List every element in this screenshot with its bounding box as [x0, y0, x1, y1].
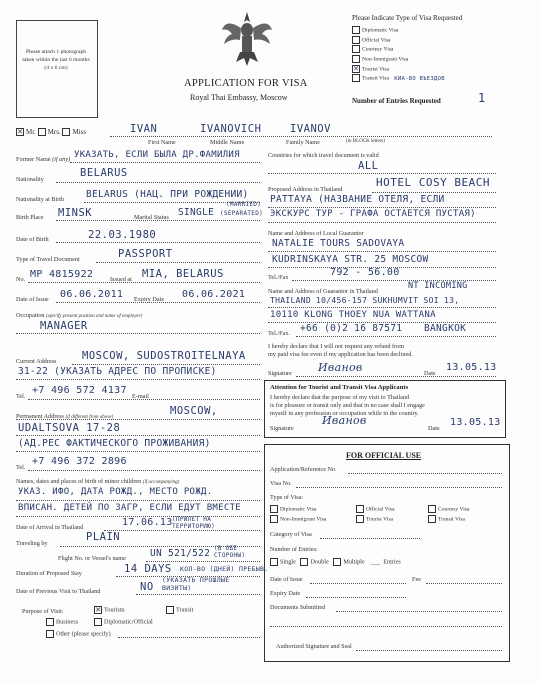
occupation-value[interactable]: MANAGER: [40, 320, 88, 332]
official-entries-label: Number of Entries:: [270, 546, 318, 553]
guarantor-th-label: Name and Address of Guarantor in Thailand: [268, 288, 378, 295]
date-issue-value[interactable]: 06.06.2011: [60, 289, 124, 300]
official-type-non-immigrant[interactable]: [270, 515, 326, 523]
checkbox[interactable]: [352, 74, 360, 82]
diplomatic-checkbox[interactable]: [94, 618, 102, 626]
tel1-value[interactable]: +7 496 572 4137: [32, 385, 127, 396]
purpose-label: Purpose of Visit:: [22, 608, 64, 615]
visa-type-courtesy[interactable]: [352, 45, 445, 55]
nationality-birth-label: Nationality at Birth: [16, 196, 65, 203]
transit-checkbox[interactable]: [166, 606, 174, 614]
permanent-address-line2[interactable]: UDALTSOVA 17-28: [18, 422, 121, 434]
official-type-transit[interactable]: [428, 515, 465, 523]
arrival-note: (ПРИЛЕТ НА ТЕРРИТОРИЮ): [172, 516, 216, 530]
multiple-label: Multiple: [343, 558, 365, 566]
official-use-title: FOR OFFICIAL USE: [346, 451, 422, 460]
official-visa-no-label: Visa No.: [270, 480, 292, 487]
date-issue-label: Date of Issue: [16, 296, 49, 303]
purpose-transit[interactable]: [166, 606, 193, 614]
official-ref-label: Application/Reference No.: [270, 466, 337, 473]
flight-label: Flight No. or Vessel's name: [58, 555, 126, 562]
marital-note-separated: (SEPARATED): [220, 210, 264, 217]
permanent-address-label: Permanent Address (if different from above): [16, 413, 114, 420]
attention-date-label: Date: [428, 425, 440, 432]
marital-status-label: Marital Status: [134, 214, 169, 221]
dob-value[interactable]: 22.03.1980: [88, 229, 157, 241]
guarantor-th-city[interactable]: BANGKOK: [424, 323, 467, 334]
current-address-line2[interactable]: 31-22 (УКАЗАТЬ АДРЕС ПО ПРОПИСКЕ): [18, 366, 217, 377]
photo-instructions: Please attach 1 photograph taken within the last 6 months (4 x 6 cm): [22, 49, 90, 71]
children-line2[interactable]: ВПИСАН. ДЕТЕЙ ПО ЗАГР, ЕСЛИ ЕДУТ ВМЕСТЕ: [18, 503, 242, 513]
occupation-label: Occupation (specify present position and name of employer): [16, 312, 143, 319]
official-fee-label: Fee: [412, 576, 421, 583]
address-thailand-line3[interactable]: ЭКСКУРС ТУР - ГРАФА ОСТАЕТСЯ ПУСТАЯ): [270, 209, 476, 219]
checkbox[interactable]: [352, 45, 360, 53]
type-label: Official Visa: [366, 506, 395, 513]
checkbox[interactable]: [352, 55, 360, 63]
current-address-label: Current Address: [16, 358, 57, 365]
tourism-label: Tourism: [104, 606, 125, 614]
children-label: Names, dates and places of birth of minor children (if accompanying): [16, 478, 180, 485]
duration-note: КОЛ-ВО (ДНЕЙ) ПРЕБЫВ.: [180, 565, 269, 573]
declaration1-text2: my paid visa fee even if my application has been declined.: [268, 351, 413, 358]
declaration1-signature[interactable]: Иванов: [318, 361, 363, 374]
form-title: APPLICATION FOR VISA: [184, 78, 308, 89]
nationality-label: Nationality: [16, 176, 44, 183]
official-auth-label: Authorized Signature and Seal: [276, 643, 352, 650]
entries-value[interactable]: 1: [478, 91, 486, 105]
official-issue-label: Date of Issue: [270, 576, 303, 583]
visa-type-non-immigrant[interactable]: [352, 55, 445, 65]
first-name-value[interactable]: IVAN: [130, 123, 158, 135]
address-thailand-line1[interactable]: HOTEL COSY BEACH: [376, 176, 490, 189]
checkbox[interactable]: [270, 515, 278, 523]
address-thailand-line2[interactable]: PATTAYA (НАЗВАНИЕ ОТЕЛЯ, ЕСЛИ: [270, 194, 445, 205]
issued-at-label: Issued at: [110, 276, 132, 283]
official-use-box: [264, 444, 510, 662]
official-entries-options: Single Double Multiple ___ Entries: [270, 558, 401, 566]
single-checkbox[interactable]: [270, 558, 278, 566]
family-name-value[interactable]: IVANOV: [290, 123, 331, 135]
official-category-label: Category of Visa: [270, 531, 312, 538]
flight-note: (В ОБЕ СТОРОНЫ): [214, 545, 246, 559]
purpose-business[interactable]: [46, 618, 78, 626]
purpose-tourism[interactable]: [94, 606, 125, 614]
checkbox-checked[interactable]: ✕: [353, 64, 359, 73]
official-expiry-label: Expiry Date: [270, 590, 301, 597]
miss-checkbox[interactable]: [62, 128, 70, 136]
business-checkbox[interactable]: [46, 618, 54, 626]
checkbox[interactable]: [270, 505, 278, 513]
official-type-tourist[interactable]: [356, 515, 393, 523]
type-label: Diplomatic Visa: [280, 506, 317, 513]
official-type-label: Type of Visa:: [270, 494, 304, 501]
guarantor-tel-value[interactable]: 792 - 56.00: [330, 267, 400, 278]
guarantor-th-tel-label: Tel./Fax.: [268, 330, 290, 337]
tel2-value[interactable]: +7 496 372 2896: [32, 456, 127, 467]
first-name-label: First Name: [148, 139, 176, 146]
entries-label: Number of Entries Requested: [352, 97, 441, 105]
permanent-address-line1[interactable]: MOSCOW,: [170, 405, 218, 417]
tel1-label: Tel.: [16, 393, 26, 400]
visa-type-transit[interactable]: [352, 74, 445, 84]
marital-note-married: (MARRIED): [226, 201, 262, 208]
business-label: Business: [56, 618, 79, 626]
children-line1[interactable]: УКАЗ. ИФО, ДАТА РОЖД., МЕСТО РОЖД.: [18, 487, 213, 497]
guarantor-th-tel-value[interactable]: +66 (0)2 16 87571: [300, 323, 403, 334]
official-type-courtesy[interactable]: [428, 505, 469, 513]
checkbox[interactable]: [356, 505, 364, 513]
mr-label: Mr.: [26, 128, 36, 136]
tel2-label: Tel.: [16, 464, 26, 471]
transit-label: Transit: [176, 606, 194, 614]
travel-doc-value[interactable]: PASSPORT: [118, 248, 173, 260]
attention-heading: Attention for Tourist and Transit Visa Applicants: [270, 384, 409, 391]
guarantor-th-line1[interactable]: THAILAND 10/456-157 SUKHUMVIT SOI 13,: [270, 296, 460, 305]
email-label: E-mail: [132, 393, 149, 400]
arrival-label: Date of Arrival in Thailand: [16, 524, 84, 531]
official-docs-label: Documents Submitted: [270, 604, 326, 611]
attention-text3: myself in any profession or occupation while in the country.: [270, 410, 419, 417]
double-checkbox[interactable]: [300, 558, 308, 566]
previous-visit-note: (УКАЗАТЬ ПРОШЛЫЕ ВИЗИТЫ): [162, 576, 230, 592]
official-type-diplomatic[interactable]: [270, 505, 316, 513]
duration-label: Duration of Proposed Stay: [16, 570, 82, 577]
official-type-official[interactable]: [356, 505, 395, 513]
guarantor-line2[interactable]: KUDRINSKAYA STR. 25 MOSCOW: [272, 254, 429, 265]
declaration1-sig-label: Signature: [268, 370, 292, 377]
transit-note: КИА-ВО ВЪЕЗДОВ: [394, 75, 445, 82]
countries-valid-label: Countries for which travel document is valid: [268, 152, 379, 159]
entries-label: Entries: [383, 558, 401, 566]
visa-type-list: [352, 26, 445, 84]
family-name-label: Family Name: [286, 139, 320, 146]
nationality-birth-value[interactable]: BELARUS (НАЦ. ПРИ РОЖДЕНИИ): [86, 189, 249, 200]
checkbox[interactable]: [428, 515, 436, 523]
doc-no-label: No.: [16, 276, 26, 283]
attention-date[interactable]: 13.05.13: [450, 417, 501, 428]
expiry-date-value[interactable]: 06.06.2021: [182, 289, 246, 300]
declaration1-date[interactable]: 13.05.13: [446, 362, 497, 373]
arrival-value[interactable]: 17.06.13: [122, 517, 173, 528]
guarantor-th-line2[interactable]: 10110 KLONG THOEY NUA WATTANA: [270, 310, 436, 320]
doc-no-value[interactable]: MP 4815922: [30, 269, 94, 280]
expiry-date-label: Expiry Date: [134, 296, 165, 303]
purpose-other[interactable]: [46, 630, 111, 638]
travel-doc-label: Type of Travel Document: [16, 256, 80, 263]
guarantor-th-prefix[interactable]: NT INCOMING: [408, 281, 468, 291]
middle-name-value[interactable]: IVANOVICH: [200, 123, 262, 135]
purpose-diplomatic[interactable]: [94, 618, 153, 626]
declaration1-date-label: Date: [424, 370, 436, 377]
miss-label: Miss: [72, 128, 87, 136]
attention-text2: is for pleasure or transit only and that in no case shall I engage: [270, 402, 425, 409]
double-label: Double: [310, 558, 329, 566]
visa-type-label: Diplomatic Visa: [362, 27, 399, 34]
checkbox[interactable]: [352, 36, 360, 44]
visa-type-official[interactable]: [352, 36, 445, 46]
guarantor-tel-label: Tel./Fax: [268, 274, 289, 281]
checkbox[interactable]: [428, 505, 436, 513]
visa-type-label: Non-Immigrant Visa: [362, 56, 409, 63]
tourism-checkbox-checked[interactable]: ✕: [95, 606, 101, 614]
single-label: Single: [280, 558, 296, 566]
duration-value[interactable]: 14 DAYS: [124, 563, 172, 575]
former-name-value[interactable]: УКАЗАТЬ, ЕСЛИ БЫЛА ДР.ФАМИЛИЯ: [74, 150, 240, 160]
visa-type-heading: Please Indicate Type of Visa Requested: [352, 14, 463, 22]
other-checkbox[interactable]: [46, 630, 54, 638]
mr-checkbox-checked[interactable]: ✕: [17, 128, 23, 137]
previous-visit-value[interactable]: NO: [140, 581, 154, 593]
visa-type-label: Tourist Visa: [362, 66, 389, 73]
guarantor-label: Name and Address of Local Guarantor: [268, 230, 364, 237]
declaration1-text1: I hereby declare that I will not request any refund from: [268, 343, 405, 350]
visa-type-label: Official Visa: [362, 36, 391, 43]
type-label: Tourist Visa: [366, 516, 393, 523]
guarantor-line1[interactable]: NATALIE TOURS SADOVAYA: [272, 238, 405, 249]
travelling-label: Traveling by: [16, 540, 48, 547]
other-label: Other (please specify): [56, 630, 111, 638]
attention-signature[interactable]: Иванов: [322, 414, 367, 427]
address-thailand-label: Proposed Address in Thailand: [268, 186, 343, 193]
title-options: [16, 128, 86, 136]
type-label: Non-Immigrant Visa: [280, 516, 327, 523]
nationality-value[interactable]: BELARUS: [80, 167, 128, 179]
mrs-checkbox[interactable]: [38, 128, 46, 136]
checkbox[interactable]: [356, 515, 364, 523]
permanent-address-line3[interactable]: (АД.РЕС ФАКТИЧЕСКОГО ПРОЖИВАНИЯ): [18, 438, 211, 449]
visa-type-label: Transit Visa: [362, 75, 389, 82]
flight-value[interactable]: UN 521/522: [150, 548, 211, 559]
mrs-label: Mrs.: [47, 128, 61, 136]
form-subtitle: Royal Thai Embassy, Moscow: [190, 93, 288, 102]
issued-at-value[interactable]: MIA, BELARUS: [142, 268, 224, 280]
countries-valid-value[interactable]: ALL: [358, 160, 379, 172]
middle-name-label: Middle Name: [210, 139, 245, 146]
visa-type-diplomatic[interactable]: [352, 26, 445, 36]
visa-type-tourist[interactable]: [352, 65, 445, 75]
garuda-emblem-icon: [218, 8, 276, 70]
birth-place-value[interactable]: MINSK: [58, 207, 93, 219]
previous-visit-label: Date of Previous Visit to Thailand: [16, 588, 101, 595]
attention-sig-label: Signature: [270, 425, 294, 432]
marital-status-value[interactable]: SINGLE: [178, 207, 215, 218]
type-label: Transit Visa: [438, 516, 465, 523]
birth-place-label: Birth Place: [16, 214, 44, 221]
block-letters-note: (in BLOCK letters): [346, 139, 385, 144]
visa-type-label: Courtesy Visa: [362, 46, 394, 53]
checkbox[interactable]: [352, 26, 360, 34]
attention-text1: I hereby declare that the purpose of my visit to Thailand: [270, 394, 410, 401]
dob-label: Date of Birth: [16, 236, 49, 243]
diplomatic-label: Diplomatic/Official: [104, 618, 153, 626]
type-label: Courtesy Visa: [438, 506, 470, 513]
travelling-value[interactable]: PLAIN: [86, 531, 121, 543]
multiple-checkbox[interactable]: [333, 558, 341, 566]
current-address-line1[interactable]: MOSCOW, SUDOSTROITELNAYA: [82, 350, 246, 362]
former-name-label: Former Name (if any): [16, 156, 71, 163]
